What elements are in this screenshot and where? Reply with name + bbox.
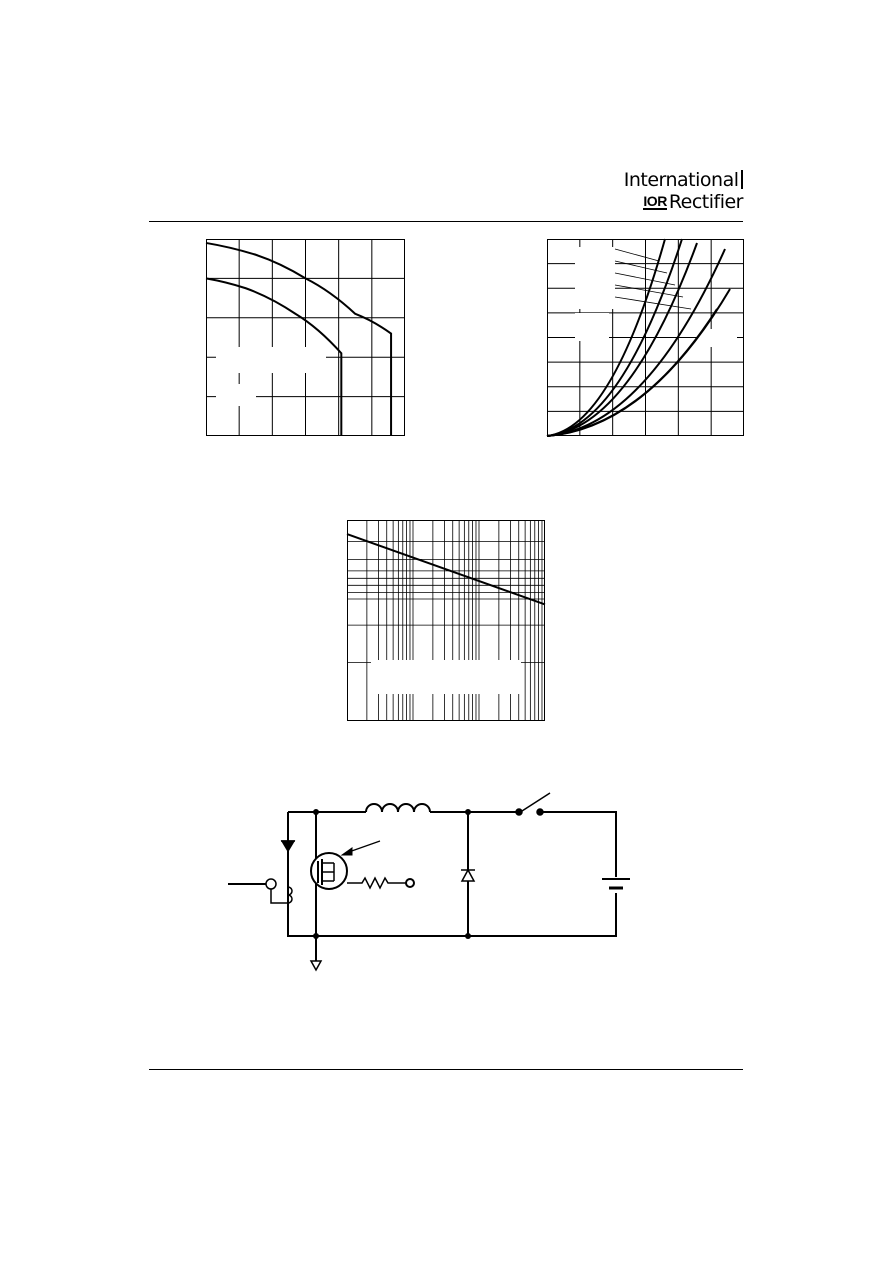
battery-symbol [602, 879, 630, 888]
log-log-curve [347, 534, 545, 604]
brand-block [624, 170, 743, 212]
brand-line2-text: Rectifier [668, 191, 743, 213]
label-leader-line [615, 297, 691, 309]
inductor-symbol [366, 804, 430, 812]
body-diode-symbol [281, 841, 295, 851]
chart-log-log [347, 520, 546, 722]
brand-international [624, 170, 743, 190]
footer-rule [149, 1069, 743, 1070]
ground-symbol [311, 961, 321, 970]
ior-logo: IOR [643, 193, 667, 209]
brand-bar-glyph [741, 170, 744, 189]
output-curve [547, 243, 697, 436]
test-circuit-schematic [226, 795, 626, 980]
gate-resistor-symbol [347, 878, 414, 888]
chart-current-derating [206, 239, 406, 437]
brand-rectifier [624, 193, 743, 212]
header-rule [149, 221, 743, 222]
output-curve [547, 309, 717, 436]
chart-output-family [547, 239, 745, 437]
dut-mosfet-symbol [311, 841, 380, 889]
derating-curve [206, 243, 391, 436]
label-leader-line [615, 261, 667, 273]
label-leader-line [615, 249, 659, 261]
freewheel-diode-symbol [461, 870, 475, 881]
current-probe-symbol [228, 879, 292, 903]
brand-line1-text: International [623, 169, 739, 191]
